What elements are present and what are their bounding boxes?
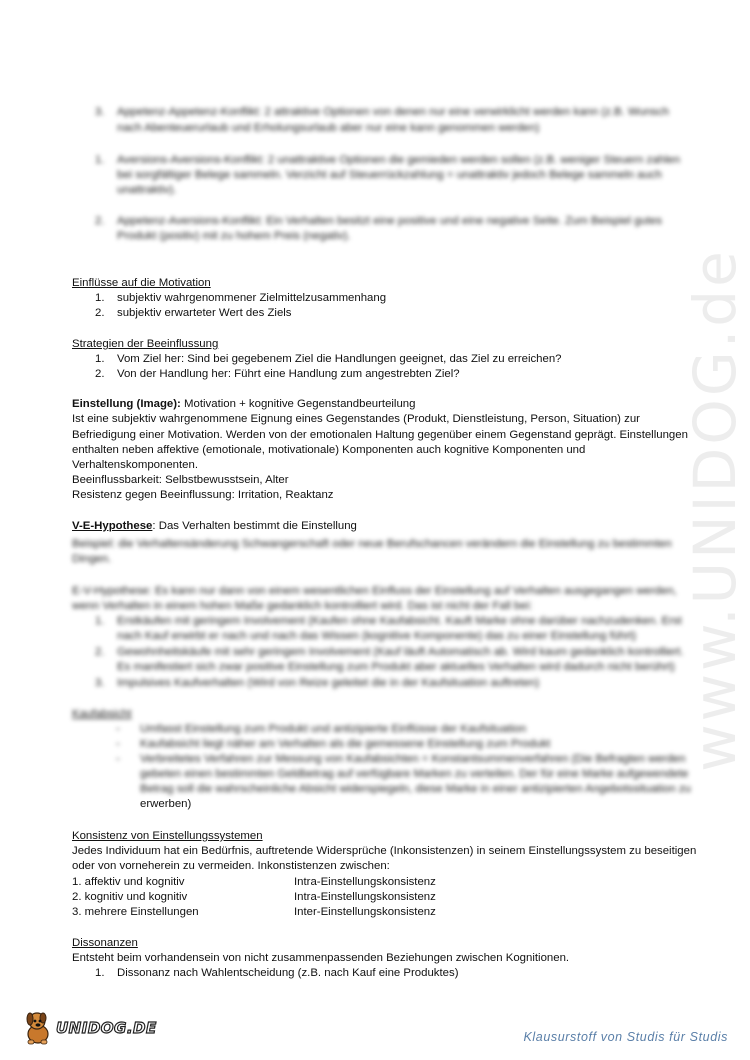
heading-rest: : Das Verhalten bestimmt die Einstellung bbox=[152, 520, 357, 532]
list-text: Betrag soll die wahrscheinliche Absicht widerspiegeln, diese Marke in einer antizipierten Angebotssituation zu bbox=[140, 783, 691, 795]
paragraph-line: enthalten neben affektive (emotionale, motivationale) Komponenten auch kognitive Komponenten und bbox=[72, 444, 586, 456]
list-text: Vom Ziel her: Sind bei gegebenem Ziel die Handlungen geeignet, das Ziel zu erreichen? bbox=[117, 353, 562, 365]
list-number: 3. bbox=[95, 677, 105, 689]
list-text: bei sorgfältiger Belege sammeln. Verzicht auf Steuerrückzahlung = unattraktiv jedoch Belege sammeln auch bbox=[117, 169, 662, 181]
list-text: nach Kauf erwirbt er nach und nach das Wissen (kognitive Komponente) das zu einer Einstellung führt) bbox=[117, 630, 637, 642]
section-heading: Strategien der Beeinflussung bbox=[72, 338, 219, 350]
section-heading: Konsistenz von Einstellungssystemen bbox=[72, 830, 263, 842]
list-text: erwerben) bbox=[140, 798, 192, 810]
watermark: www.UNIDOG.de bbox=[681, 248, 749, 772]
section-heading: Einstellung (Image): bbox=[72, 398, 181, 410]
list-text: gebeten einen bestimmten Geldbetrag auf verfügbare Marken zu verteilen. Der für eine Marke aufgewendete bbox=[140, 768, 689, 780]
list-text: Erstkäufen mit geringem Involvement (Kaufen ohne Kaufabsicht. Kauft Marke ohne darüber nachzudenken. Erst bbox=[117, 615, 682, 627]
list-text: Produkt (positiv) mit zu hohem Preis (negativ). bbox=[117, 230, 351, 242]
section-heading: Einflüsse auf die Motivation bbox=[72, 277, 211, 289]
list-text: subjektiv erwarteter Wert des Ziels bbox=[117, 307, 292, 319]
list-text: Es manifestiert sich zwar positive Einstellung zum Produkt aber aktuelles Verhalten wird dadurch nicht berührt) bbox=[117, 661, 675, 673]
section-heading: Kaufabsicht bbox=[72, 708, 132, 720]
list-text: nach Abenteuerurlaub und Erholungsurlaub aber nur eine kann genommen werden) bbox=[117, 122, 540, 134]
paragraph-line: Befriedigung einer Motivation. Werden von der emotionalen Haltung gegenüber einem Gegenstand geprägt. Einstellungen bbox=[72, 429, 688, 441]
heading-rest: Motivation + kognitive Gegenstandbeurteilung bbox=[180, 398, 416, 410]
row-right: Inter-Einstellungskonsistenz bbox=[294, 906, 436, 918]
paragraph-line: wenn Verhalten in einem hohen Maße gedanklich kontrolliert wird. Das ist nicht der Fall bei: bbox=[72, 600, 533, 612]
list-number: 1. bbox=[95, 353, 105, 365]
dog-mascot-icon bbox=[22, 1010, 54, 1046]
list-number: 2. bbox=[95, 215, 105, 227]
paragraph-line: Dingen. bbox=[72, 553, 112, 565]
list-text: unattraktiv). bbox=[117, 184, 177, 196]
row-left: 1. affektiv und kognitiv bbox=[72, 876, 185, 888]
bullet: - bbox=[116, 723, 120, 735]
list-number: 1. bbox=[95, 615, 105, 627]
list-text: Dissonanz nach Wahlentscheidung (z.B. nach Kauf eine Produktes) bbox=[117, 967, 459, 979]
list-text: Aversions-Aversions-Konflikt: 2 unattraktive Optionen die gemieden werden sollen (z.B. weniger Steuern zahlen bbox=[117, 154, 681, 166]
list-text: Appetenz-Aversions-Konflikt: Ein Verhalten besitzt eine positive und eine negative Seite. Zum Beispiel gutes bbox=[117, 215, 662, 227]
list-text: Umfasst Einstellung zum Produkt und antizipierte Einflüsse der Kaufsituation bbox=[140, 723, 527, 735]
paragraph-line: Jedes Individuum hat ein Bedürfnis, auftretende Widersprüche (Inkonsistenzen) in seinem Einstellungssystem zu beseitigen bbox=[72, 845, 697, 857]
paragraph-line: Beispiel: die Verhaltensänderung Schwangerschaft oder neue Berufschancen verändern die Einstellung zu bestimmten bbox=[72, 538, 672, 550]
row-left: 3. mehrere Einstellungen bbox=[72, 906, 199, 918]
paragraph-line: E-V-Hypothese: Es kann nur dann von einem wesentlichen Einfluss der Einstellung auf Verhalten ausgegangen werden, bbox=[72, 585, 677, 597]
einstellung-heading-line bbox=[72, 397, 415, 412]
section-heading: Dissonanzen bbox=[72, 937, 138, 949]
list-number: 3. bbox=[95, 106, 105, 118]
footer-logo bbox=[22, 1010, 157, 1046]
row-right: Intra-Einstellungskonsistenz bbox=[294, 891, 436, 903]
list-number: 1. bbox=[95, 967, 105, 979]
list-number: 1. bbox=[95, 292, 105, 304]
list-text: Impulsives Kaufverhalten (Wird von Reize geleitet die in der Kaufsituation auftreten) bbox=[117, 677, 540, 689]
list-number: 1. bbox=[95, 154, 105, 166]
row-left: 2. kognitiv und kognitiv bbox=[72, 891, 188, 903]
list-text: Gewohnheitskäufe mit sehr geringem Involvement (Kauf läuft Automatisch ab. Wird kaum gedanklich kontrolliert. bbox=[117, 646, 684, 658]
list-number: 2. bbox=[95, 368, 105, 380]
logo-text: UNIDOG.DE bbox=[56, 1019, 157, 1037]
list-text: Verbreitetes Verfahren zur Messung von Kaufabsichten = Konstantsummenverfahren (Die Befragten werden bbox=[140, 753, 686, 765]
bullet: - bbox=[116, 738, 120, 750]
paragraph-line: Resistenz gegen Beeinflussung: Irritation, Reaktanz bbox=[72, 489, 334, 501]
list-text: subjektiv wahrgenommener Zielmittelzusammenhang bbox=[117, 292, 387, 304]
paragraph-line: Ist eine subjektiv wahrgenommene Eignung eines Gegenstandes (Produkt, Dienstleistung, Person, Situation) zur bbox=[72, 413, 640, 425]
section-heading: V-E-Hypothese bbox=[72, 520, 153, 532]
list-number: 2. bbox=[95, 307, 105, 319]
paragraph-line: Entsteht beim vorhandensein von nicht zusammenpassenden Beziehungen zwischen Kognitionen. bbox=[72, 952, 570, 964]
bullet: - bbox=[116, 753, 120, 765]
list-text: Von der Handlung her: Führt eine Handlung zum angestrebten Ziel? bbox=[117, 368, 460, 380]
row-right: Intra-Einstellungskonsistenz bbox=[294, 876, 436, 888]
footer-tagline: Klausurstoff von Studis für Studis bbox=[523, 1030, 728, 1044]
paragraph-line: oder von vorneherein zu vermeiden. Inkonstistenzen zwischen: bbox=[72, 860, 390, 872]
paragraph-line: Beeinflussbarkeit: Selbstbewusstsein, Alter bbox=[72, 474, 289, 486]
list-text: Appetenz-Appetenz-Konflikt: 2 attraktive Optionen von denen nur eine verwirklicht werden kann (z.B. Wunsch bbox=[117, 106, 669, 118]
paragraph-line: Verhaltenskomponenten. bbox=[72, 459, 199, 471]
list-number: 2. bbox=[95, 646, 105, 658]
vehyp-heading-line bbox=[72, 519, 357, 534]
list-text: Kaufabsicht liegt näher am Verhalten als die gemessene Einstellung zum Produkt bbox=[140, 738, 551, 750]
